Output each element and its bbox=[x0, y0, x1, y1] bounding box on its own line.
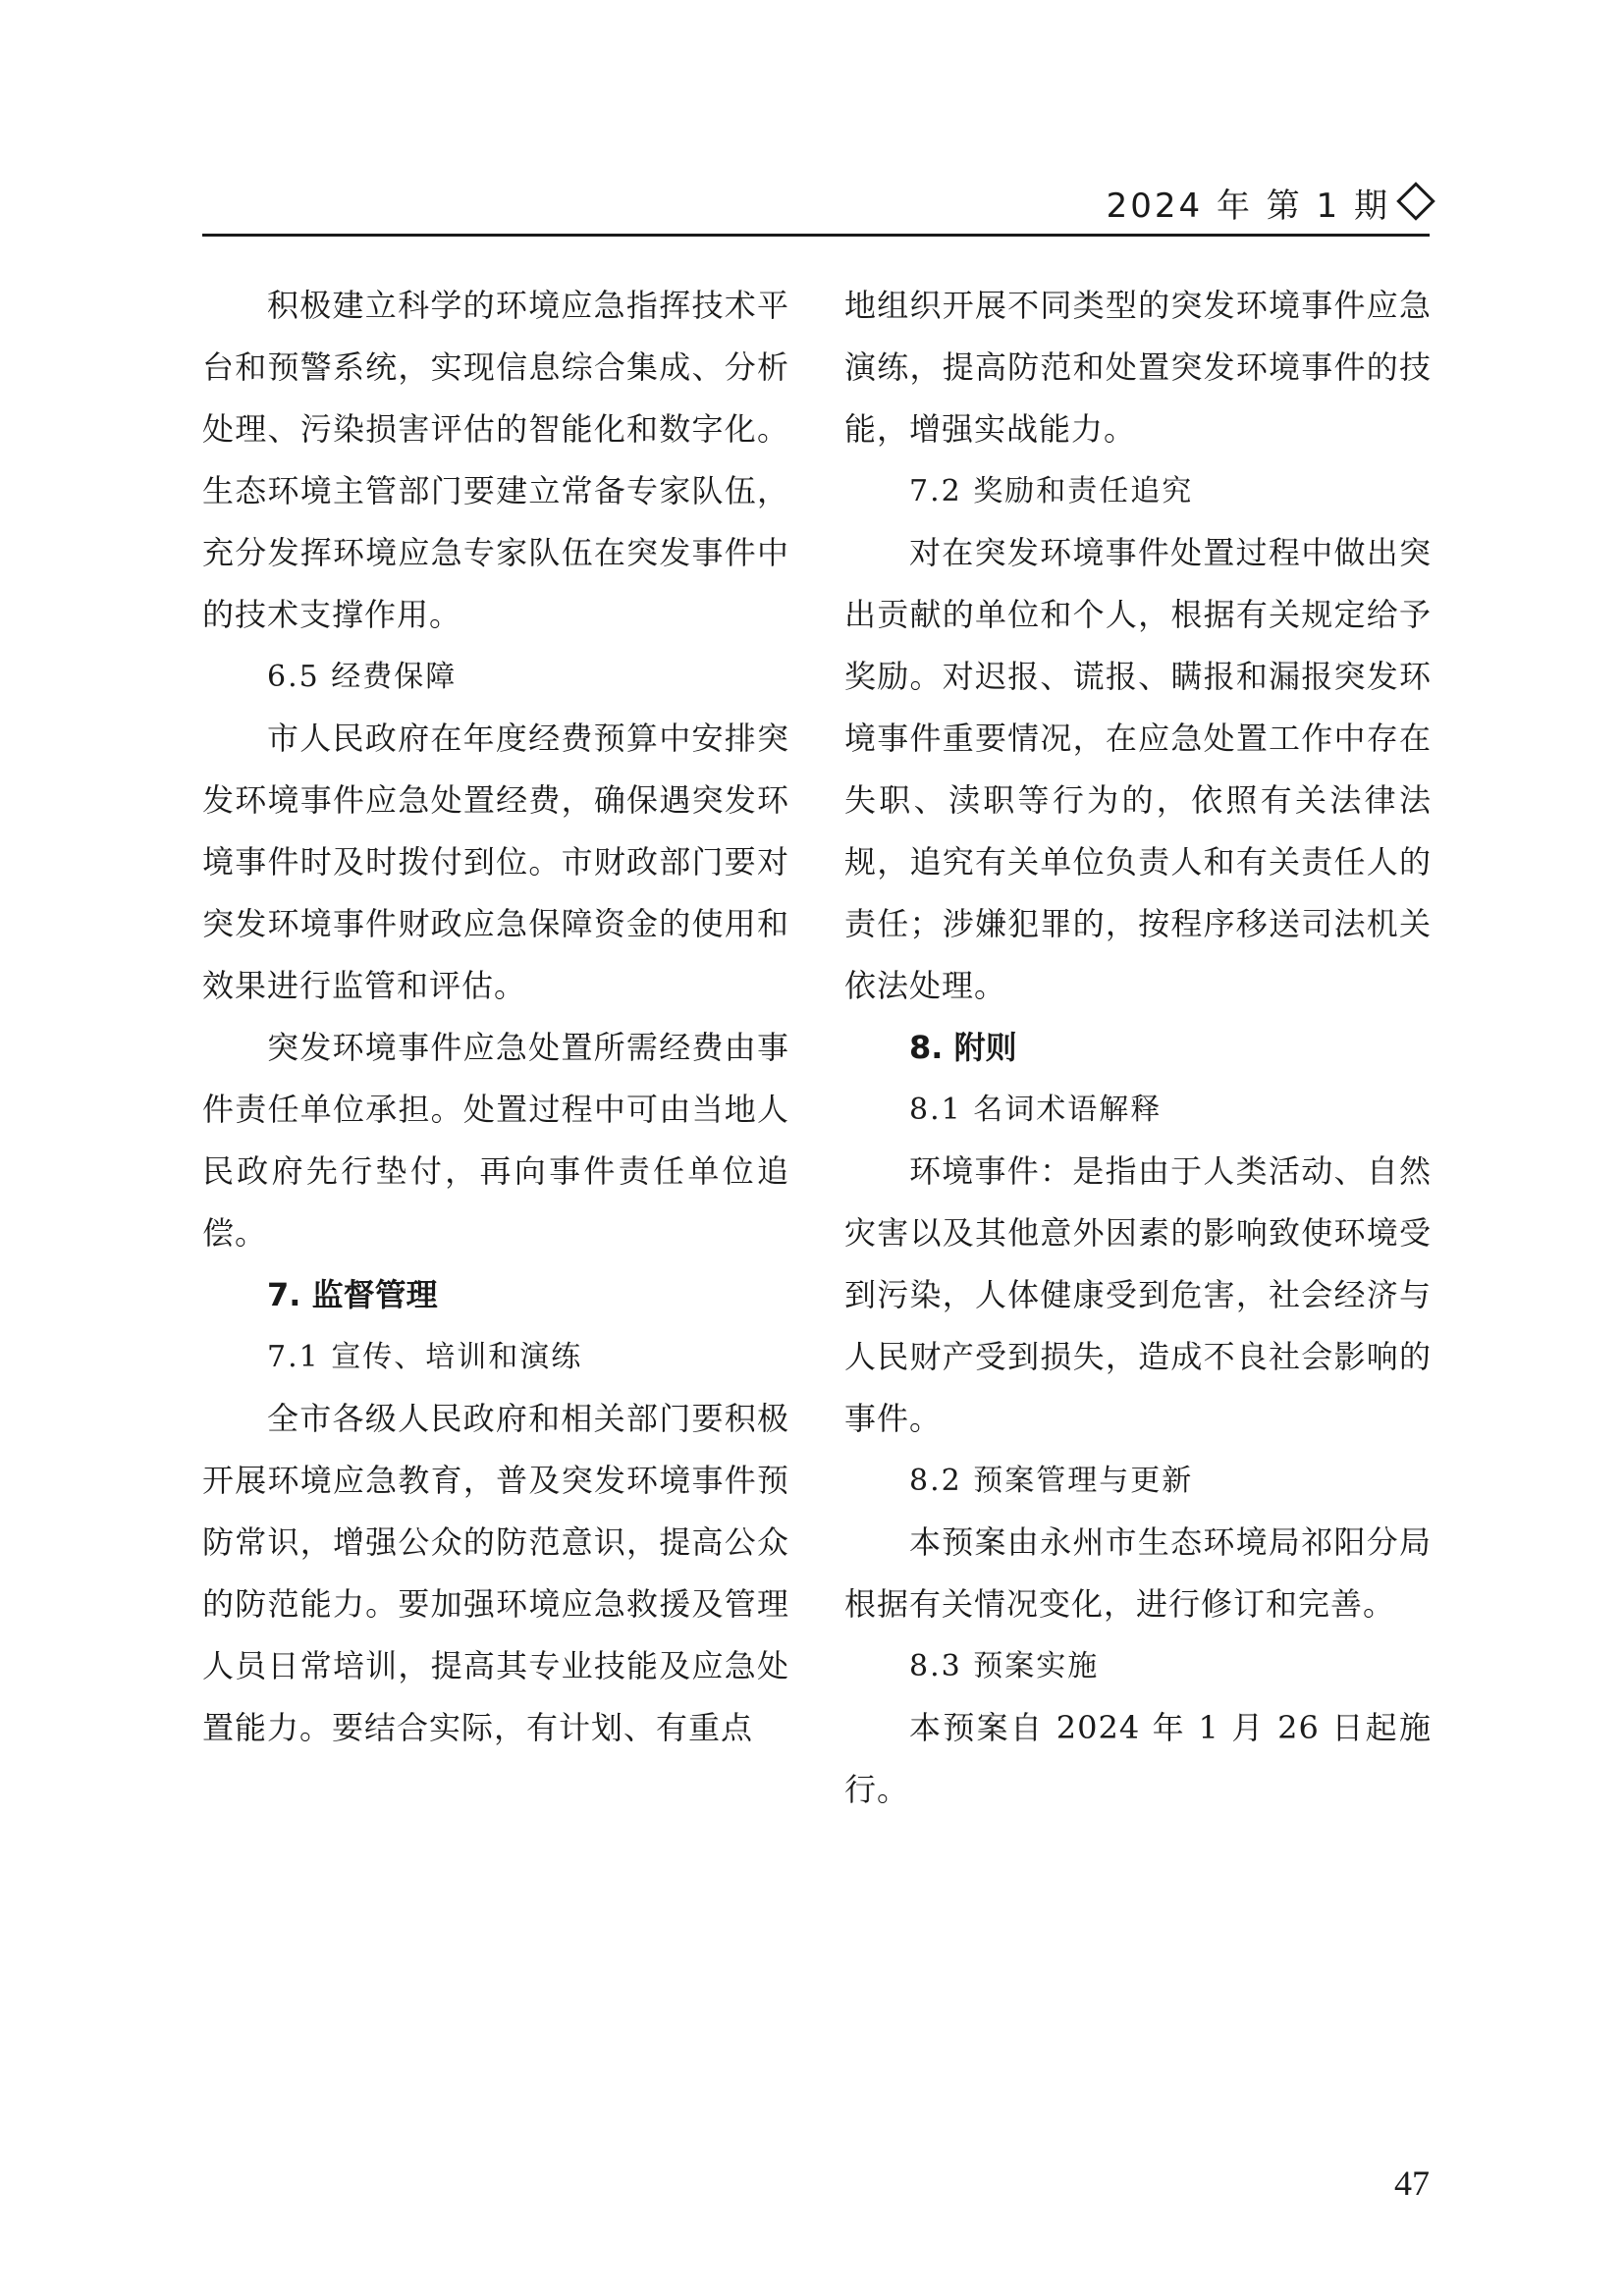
section-heading: 7.2 奖励和责任追究 bbox=[909, 474, 1194, 508]
section-heading: 8.1 名词术语解释 bbox=[909, 1093, 1163, 1127]
paragraph: 市人民政府在年度经费预算中安排突发环境事件应急处置经费，确保遇突发环境事件时及时拨付到位。市财政部门要对突发环境事件财政应急保障资金的使用和效果进行监管和评估。 bbox=[202, 720, 789, 1004]
chapter-heading: 8. 附则 bbox=[909, 1029, 1017, 1066]
paragraph-continued: 地组织开展不同类型的突发环境事件应急演练，提高防范和处置突发环境事件的技能，增强实战能力。 bbox=[844, 287, 1432, 448]
section-heading: 8.2 预案管理与更新 bbox=[909, 1464, 1194, 1498]
chapter-heading: 7. 监督管理 bbox=[267, 1276, 438, 1313]
paragraph: 全市各级人民政府和相关部门要积极开展环境应急教育，普及突发环境事件预防常识，增强公众的防范意识，提高公众的防范能力。要加强环境应急救援及管理人员日常培训，提高其专业技能及应急处置能力。要结合实际，有计划、有重点 bbox=[202, 1400, 789, 1746]
paragraph: 环境事件：是指由于人类活动、自然灾害以及其他意外因素的影响致使环境受到污染，人体健康受到危害，社会经济与人民财产受到损失，造成不良社会影响的事件。 bbox=[844, 1152, 1432, 1437]
header-rule bbox=[202, 234, 1430, 237]
section-heading: 6.5 经费保障 bbox=[267, 660, 458, 694]
right-column bbox=[844, 275, 1432, 1821]
paragraph: 突发环境事件应急处置所需经费由事件责任单位承担。处置过程中可由当地人民政府先行垫付，再向事件责任单位追偿。 bbox=[202, 1029, 789, 1252]
running-header bbox=[202, 185, 1430, 234]
section-heading: 8.3 预案实施 bbox=[909, 1649, 1100, 1683]
paragraph: 对在突发环境事件处置过程中做出突出贡献的单位和个人，根据有关规定给予奖励。对迟报、谎报、瞒报和漏报突发环境事件重要情况，在应急处置工作中存在失职、渎职等行为的，依照有关法律法规，追究有关单位负责人和有关责任人的责任；涉嫌犯罪的，按程序移送司法机关依法处理。 bbox=[844, 534, 1432, 1004]
diamond-icon bbox=[1396, 182, 1435, 221]
paragraph: 本预案由永州市生态环境局祁阳分局根据有关情况变化，进行修订和完善。 bbox=[844, 1523, 1432, 1623]
section-heading: 7.1 宣传、培训和演练 bbox=[267, 1340, 583, 1374]
issue-text: 2024 年 第 1 期 bbox=[1106, 187, 1390, 226]
left-column bbox=[202, 275, 789, 1759]
paragraph: 本预案自 2024 年 1 月 26 日起施行。 bbox=[844, 1709, 1432, 1808]
page-number: 47 bbox=[1394, 2163, 1430, 2203]
issue-label bbox=[1107, 185, 1430, 228]
paragraph: 积极建立科学的环境应急指挥技术平台和预警系统，实现信息综合集成、分析处理、污染损害评估的智能化和数字化。生态环境主管部门要建立常备专家队伍，充分发挥环境应急专家队伍在突发事件中的技术支撑作用。 bbox=[202, 287, 789, 633]
